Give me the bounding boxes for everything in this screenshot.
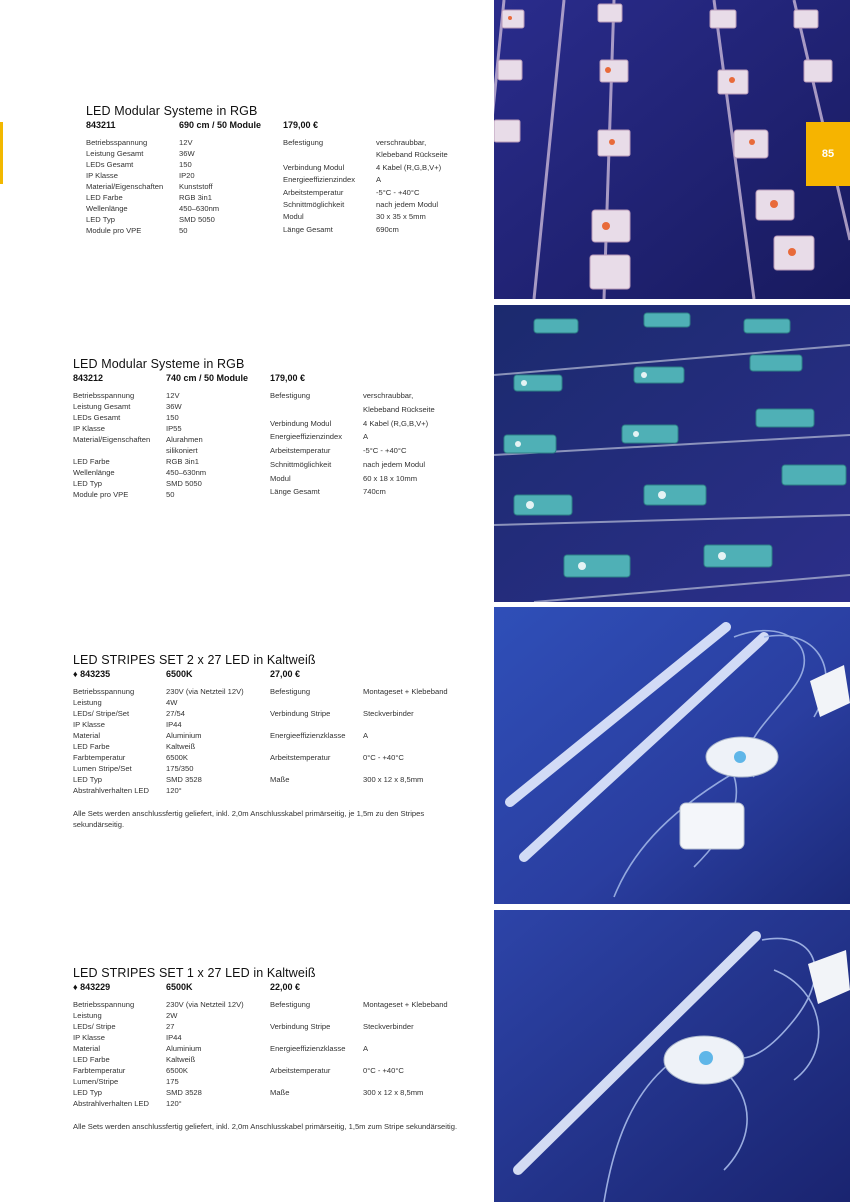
spec-value: 175/350 <box>166 764 194 773</box>
spec-label: Länge Gesamt <box>270 487 320 497</box>
spec-value: 690cm <box>376 224 399 234</box>
spec-label: IP Klasse <box>86 171 118 180</box>
spec-value: verschraubbar, <box>376 138 427 147</box>
spec-value: 27 <box>166 1022 175 1031</box>
product-code: ♦ 843229 <box>73 982 111 992</box>
product-section <box>73 966 483 1132</box>
spec-label: Betriebsspannung <box>73 1000 135 1009</box>
spec-label: Abstrahlverhalten LED <box>73 786 149 795</box>
spec-label: Leistung Gesamt <box>73 402 131 411</box>
spec-label: Wellenlänge <box>86 204 128 213</box>
spec-value: Aluminium <box>166 1044 202 1053</box>
spec-value: 120° <box>166 786 182 795</box>
spec-value: 60 x 18 x 10mm <box>363 473 418 483</box>
product-price: 179,00 € <box>283 120 319 130</box>
spec-label: Schnittmöglichkeit <box>283 199 345 209</box>
spec-value: RGB 3in1 <box>166 457 199 466</box>
spec-label: LED Typ <box>73 775 102 784</box>
spec-label: Energieeffizienzklasse <box>270 1044 346 1053</box>
spec-label: Betriebsspannung <box>73 687 135 696</box>
product-title: LED STRIPES SET 2 x 27 LED in Kaltweiß <box>73 653 316 667</box>
product-code: 843212 <box>73 373 104 383</box>
spec-value: -5°C - +40°C <box>363 446 407 455</box>
left-edge-marker <box>0 122 3 184</box>
spec-value: 450–630nm <box>179 204 220 213</box>
spec-value: 230V (via Netzteil 12V) <box>166 687 244 696</box>
spec-label: Maße <box>270 1088 290 1097</box>
spec-value: 12V <box>179 138 193 147</box>
product-variant: 6500K <box>166 982 193 992</box>
spec-value: A <box>363 731 369 740</box>
spec-value: 36W <box>179 149 195 158</box>
spec-label <box>73 445 166 456</box>
spec-column-left <box>73 686 270 796</box>
spec-value: Aluminium <box>166 731 202 740</box>
spec-value: 150 <box>166 413 179 422</box>
spec-label: Befestigung <box>270 391 311 400</box>
spec-value: nach jedem Modul <box>363 459 426 469</box>
spec-label: LED Farbe <box>73 742 110 751</box>
spec-label: Verbindung Modul <box>270 418 332 428</box>
spec-value: 175 <box>166 1077 179 1086</box>
spec-table <box>86 137 496 236</box>
spec-label: LED Farbe <box>86 193 123 202</box>
spec-label: Arbeitstemperatur <box>283 187 344 197</box>
spec-label: Befestigung <box>283 138 324 147</box>
product-price: 27,00 € <box>270 669 301 679</box>
spec-value: -5°C - +40°C <box>376 187 420 197</box>
spec-label: Energieeffizienzindex <box>283 175 356 185</box>
spec-label: Befestigung <box>270 687 311 696</box>
spec-value: 120° <box>166 1099 182 1108</box>
spec-label: Wellenlänge <box>73 468 115 477</box>
spec-value: RGB 3in1 <box>179 193 212 202</box>
product-subhead <box>73 373 483 383</box>
spec-value: 0°C - +40°C <box>363 1066 404 1075</box>
spec-value: 300 x 12 x 8,5mm <box>363 775 424 784</box>
product-photo-rgb-modules <box>494 0 850 299</box>
spec-value: Kunststoff <box>179 182 213 191</box>
spec-label: Module pro VPE <box>73 490 129 499</box>
spec-value: A <box>376 175 382 185</box>
product-price: 22,00 € <box>270 982 301 992</box>
product-code: ♦ 843235 <box>73 669 111 679</box>
spec-label: Modul <box>270 473 291 483</box>
spec-label: LED Farbe <box>73 1055 110 1064</box>
spec-label: Energieeffizienzindex <box>270 432 343 442</box>
spec-value: 30 x 35 x 5mm <box>376 212 426 222</box>
spec-value: Steckverbinder <box>363 709 414 718</box>
spec-label: IP Klasse <box>73 720 105 729</box>
product-photo-led-stripes-2x27 <box>494 607 850 904</box>
product-note: Alle Sets werden anschlussfertig geliefert, inkl. 2,0m Anschlusskabel primärseitig, 1,5m zum Stripe sekundärseitig. <box>73 1122 458 1131</box>
product-title: LED Modular Systeme in RGB <box>86 104 258 118</box>
spec-label <box>283 149 376 161</box>
spec-label: Arbeitstemperatur <box>270 446 331 455</box>
spec-value: 27/54 <box>166 709 186 718</box>
spec-label: Material <box>73 1044 101 1053</box>
product-photo-led-stripes-1x27 <box>494 910 850 1202</box>
product-variant: 740 cm / 50 Module <box>166 373 249 383</box>
spec-label: Arbeitstemperatur <box>270 753 331 762</box>
spec-value: SMD 5050 <box>166 479 202 488</box>
product-subhead <box>73 669 483 679</box>
product-variant: 6500K <box>166 669 193 679</box>
spec-value: SMD 5050 <box>179 215 215 224</box>
page-number-tab <box>806 122 850 186</box>
spec-value: 50 <box>179 226 188 235</box>
spec-label: Leistung <box>73 1011 102 1020</box>
spec-table <box>73 999 483 1109</box>
spec-value: Steckverbinder <box>363 1022 414 1031</box>
product-section <box>86 104 496 236</box>
spec-value: Klebeband Rückseite <box>376 150 448 160</box>
spec-value: 4W <box>166 698 178 707</box>
spec-label: LEDs Gesamt <box>73 413 121 422</box>
product-title: LED Modular Systeme in RGB <box>73 357 245 371</box>
spec-column-left <box>73 390 270 500</box>
spec-value: nach jedem Modul <box>376 199 439 209</box>
spec-value: IP44 <box>166 720 182 729</box>
spec-label: Leistung Gesamt <box>86 149 144 158</box>
page-number: 85 <box>821 148 835 160</box>
spec-label: Modul <box>283 212 304 222</box>
spec-label: Module pro VPE <box>86 226 142 235</box>
spec-label: Leistung <box>73 698 102 707</box>
spec-label: Verbindung Stripe <box>270 1022 331 1031</box>
spec-value: SMD 3528 <box>166 775 202 784</box>
spec-label: IP Klasse <box>73 1033 105 1042</box>
spec-label: Material <box>73 731 101 740</box>
product-variant: 690 cm / 50 Module <box>179 120 262 130</box>
spec-label: LEDs/ Stripe/Set <box>73 709 130 718</box>
spec-label: Material/Eigenschaften <box>73 435 151 444</box>
spec-value: IP55 <box>166 424 182 433</box>
spec-label: Verbindung Modul <box>283 162 345 172</box>
spec-column-right <box>270 686 473 796</box>
spec-label: LEDs/ Stripe <box>73 1022 116 1031</box>
spec-value: Montageset + Klebeband <box>363 1000 448 1009</box>
spec-label: Abstrahlverhalten LED <box>73 1099 149 1108</box>
spec-label: Energieeffizienzklasse <box>270 731 346 740</box>
spec-value: 740cm <box>363 487 386 497</box>
spec-value: A <box>363 1044 369 1053</box>
spec-label: Arbeitstemperatur <box>270 1066 331 1075</box>
spec-value: verschraubbar, <box>363 391 414 400</box>
spec-label: Maße <box>270 775 290 784</box>
spec-table <box>73 390 483 500</box>
spec-table <box>73 686 483 796</box>
spec-label: Betriebsspannung <box>86 138 148 147</box>
spec-column-left <box>73 999 270 1109</box>
spec-value: 6500K <box>166 1066 188 1075</box>
spec-value: 50 <box>166 490 175 499</box>
spec-label: Betriebsspannung <box>73 391 135 400</box>
spec-label: Länge Gesamt <box>283 224 333 234</box>
product-note: Alle Sets werden anschlussfertig geliefert, inkl. 2,0m Anschlusskabel primärseitig, je 1,5m zu den Stripes sekundärseitig. <box>73 809 425 829</box>
spec-value: 230V (via Netzteil 12V) <box>166 1000 244 1009</box>
spec-value: 12V <box>166 391 180 400</box>
spec-label: LEDs Gesamt <box>86 160 134 169</box>
spec-label: LED Typ <box>86 215 115 224</box>
spec-label: Farbtemperatur <box>73 753 126 762</box>
spec-value: Kaltweiß <box>166 742 196 751</box>
spec-label: Schnittmöglichkeit <box>270 459 332 469</box>
spec-value: 150 <box>179 160 192 169</box>
product-title: LED STRIPES SET 1 x 27 LED in Kaltweiß <box>73 966 316 980</box>
product-section <box>73 357 483 500</box>
spec-label: Lumen/Stripe <box>73 1077 119 1086</box>
spec-label: LED Typ <box>73 479 102 488</box>
spec-label: Material/Eigenschaften <box>86 182 164 191</box>
spec-label <box>270 404 363 418</box>
spec-value: A <box>363 432 369 442</box>
spec-value: SMD 3528 <box>166 1088 202 1097</box>
spec-label: LED Farbe <box>73 457 110 466</box>
spec-value: 4 Kabel (R,G,B,V+) <box>363 418 429 428</box>
spec-value: 450–630nm <box>166 468 207 477</box>
spec-value: 0°C - +40°C <box>363 753 404 762</box>
spec-column-right <box>270 999 473 1109</box>
spec-label: Lumen Stripe/Set <box>73 764 132 773</box>
spec-label: LED Typ <box>73 1088 102 1097</box>
spec-value: 4 Kabel (R,G,B,V+) <box>376 162 442 172</box>
spec-column-right <box>283 137 486 236</box>
spec-value: Kaltweiß <box>166 1055 196 1064</box>
spec-value: 36W <box>166 402 182 411</box>
spec-value: IP44 <box>166 1033 182 1042</box>
spec-value: Montageset + Klebeband <box>363 687 448 696</box>
spec-value: silikoniert <box>166 446 198 455</box>
spec-value: IP20 <box>179 171 195 180</box>
spec-value: 6500K <box>166 753 188 762</box>
product-code: 843211 <box>86 120 116 130</box>
product-photo-rgb-modules-ip55 <box>494 305 850 602</box>
product-subhead <box>86 120 496 130</box>
spec-label: IP Klasse <box>73 424 105 433</box>
product-section <box>73 653 483 830</box>
spec-column-right <box>270 390 473 500</box>
spec-value: 2W <box>166 1011 178 1020</box>
spec-column-left <box>86 137 283 236</box>
product-subhead <box>73 982 483 992</box>
spec-value: Alurahmen <box>166 435 203 444</box>
spec-label: Verbindung Stripe <box>270 709 331 718</box>
spec-value: Klebeband Rückseite <box>363 404 435 414</box>
spec-label: Befestigung <box>270 1000 311 1009</box>
spec-label: Farbtemperatur <box>73 1066 126 1075</box>
spec-value: 300 x 12 x 8,5mm <box>363 1088 424 1097</box>
product-price: 179,00 € <box>270 373 306 383</box>
